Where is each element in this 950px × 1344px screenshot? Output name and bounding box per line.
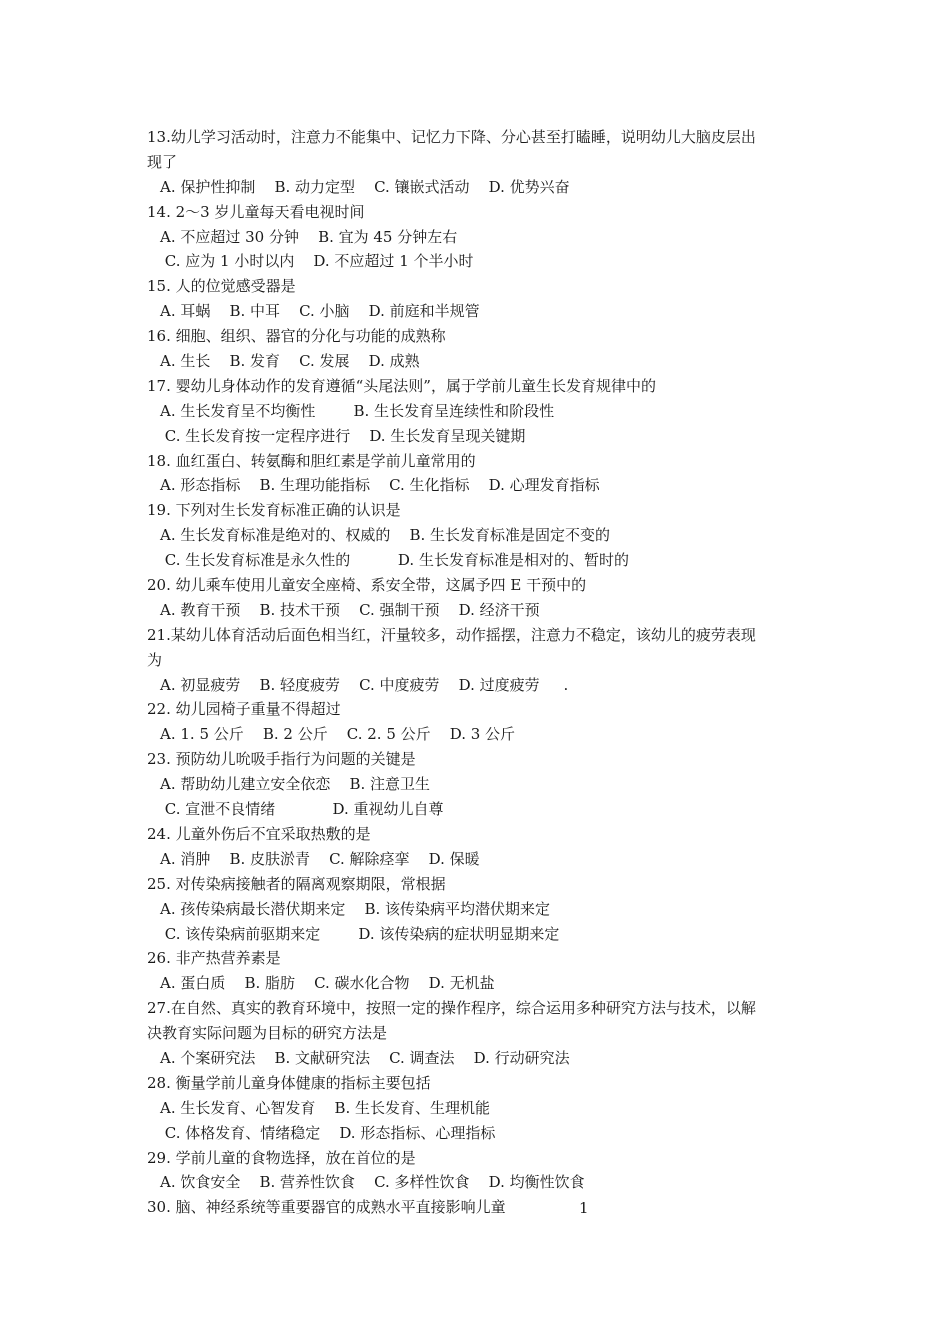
- question-text: 15. 人的位觉感受器是: [147, 277, 296, 296]
- question-text: 29. 学前儿童的食物选择，放在首位的是: [147, 1148, 416, 1167]
- question-options: A. 教育干预 B. 技术干预 C. 强制干预 D. 经济干预: [160, 600, 540, 619]
- question-options: C. 体格发育、情绪稳定 D. 形态指标、心理指标: [160, 1123, 496, 1142]
- question-text: 20. 幼儿乘车使用儿童安全座椅、系安全带，这属予四 E 干预中的: [147, 576, 587, 595]
- question-options: C. 生长发育标准是永久性的 D. 生长发育标准是相对的、暂时的: [160, 551, 629, 570]
- question-options: A. 孩传染病最长潜伏期来定 B. 该传染病平均潜伏期来定: [160, 899, 551, 918]
- question-options: A. 个案研究法 B. 文献研究法 C. 调查法 D. 行动研究法: [160, 1048, 570, 1067]
- question-text: 18. 血红蛋白、转氨酶和胆红素是学前儿童常用的: [147, 451, 476, 470]
- question-text: 28. 衡量学前儿童身体健康的指标主要包括: [147, 1073, 431, 1092]
- question-text: 决教育实际问题为目标的研究方法是: [147, 1024, 388, 1043]
- question-options: A. 耳蜗 B. 中耳 C. 小脑 D. 前庭和半规管: [160, 302, 480, 321]
- question-text: 23. 预防幼儿吮吸手指行为问题的关键是: [147, 750, 416, 769]
- question-options: A. 初显疲劳 B. 轻度疲劳 C. 中度疲劳 D. 过度疲劳 .: [160, 675, 569, 694]
- question-options: A. 保护性抑制 B. 动力定型 C. 镶嵌式活动 D. 优势兴奋: [160, 177, 570, 196]
- question-text: 26. 非产热营养素是: [147, 949, 281, 968]
- question-text: 19. 下列对生长发育标准正确的认识是: [147, 501, 401, 520]
- question-options: A. 蛋白质 B. 脂肪 C. 碳水化合物 D. 无机盐: [160, 974, 495, 993]
- question-options: A. 1. 5 公斤 B. 2 公斤 C. 2. 5 公斤 D. 3 公斤: [160, 725, 516, 744]
- question-text: 25. 对传染病接触者的隔离观察期限，常根据: [147, 874, 446, 893]
- question-text: 现了: [147, 152, 178, 171]
- question-text: 16. 细胞、组织、器官的分化与功能的成熟称: [147, 327, 446, 346]
- question-list: [147, 125, 827, 1220]
- question-options: A. 生长 B. 发育 C. 发展 D. 成熟: [160, 352, 420, 371]
- question-text: 30. 脑、神经系统等重要器官的成熟水平直接影响儿童: [147, 1198, 506, 1217]
- question-options: A. 生长发育标准是绝对的、权威的 B. 生长发育标准是固定不变的: [160, 526, 611, 545]
- question-options: C. 宣泄不良情绪 D. 重视幼儿自尊: [160, 800, 444, 819]
- question-text: 27.在自然、真实的教育环境中，按照一定的操作程序，综合运用多种研究方法与技术，以解: [147, 999, 756, 1018]
- question-options: A. 帮助幼儿建立安全依恋 B. 注意卫生: [160, 775, 431, 794]
- page-number: 1: [579, 1199, 589, 1217]
- question-text: 13.幼儿学习活动时，注意力不能集中、记忆力下降、分心甚至打瞌睡，说明幼儿大脑皮层出: [147, 128, 756, 146]
- question-options: A. 饮食安全 B. 营养性饮食 C. 多样性饮食 D. 均衡性饮食: [160, 1173, 585, 1192]
- question-options: C. 该传染病前驱期来定 D. 该传染病的症状明显期来定: [160, 924, 560, 943]
- question-options: A. 不应超过 30 分钟 B. 宜为 45 分钟左右: [160, 227, 458, 246]
- question-text: 21.某幼儿体育活动后面色相当红，汗量较多，动作摇摆，注意力不稳定，该幼儿的疲劳表现: [147, 625, 756, 644]
- question-text: 为: [147, 650, 163, 669]
- question-text: 14. 2～3 岁儿童每天看电视时间: [147, 202, 365, 221]
- question-options: C. 应为 1 小时以内 D. 不应超过 1 个半小时: [160, 252, 474, 271]
- question-text: 17. 婴幼儿身体动作的发育遵循“头尾法则”，属于学前儿童生长发育规律中的: [147, 376, 656, 395]
- question-options: A. 消肿 B. 皮肤淤青 C. 解除痉挛 D. 保暖: [160, 849, 480, 868]
- question-text: 22. 幼儿园椅子重量不得超过: [147, 700, 341, 719]
- question-options: A. 生长发育呈不均衡性 B. 生长发育呈连续性和阶段性: [160, 401, 555, 420]
- question-text: 24. 儿童外伤后不宜采取热敷的是: [147, 824, 371, 843]
- question-options: A. 形态指标 B. 生理功能指标 C. 生化指标 D. 心理发育指标: [160, 476, 600, 495]
- question-options: C. 生长发育按一定程序进行 D. 生长发育呈现关键期: [160, 426, 526, 445]
- question-options: A. 生长发育、心智发育 B. 生长发育、生理机能: [160, 1098, 491, 1117]
